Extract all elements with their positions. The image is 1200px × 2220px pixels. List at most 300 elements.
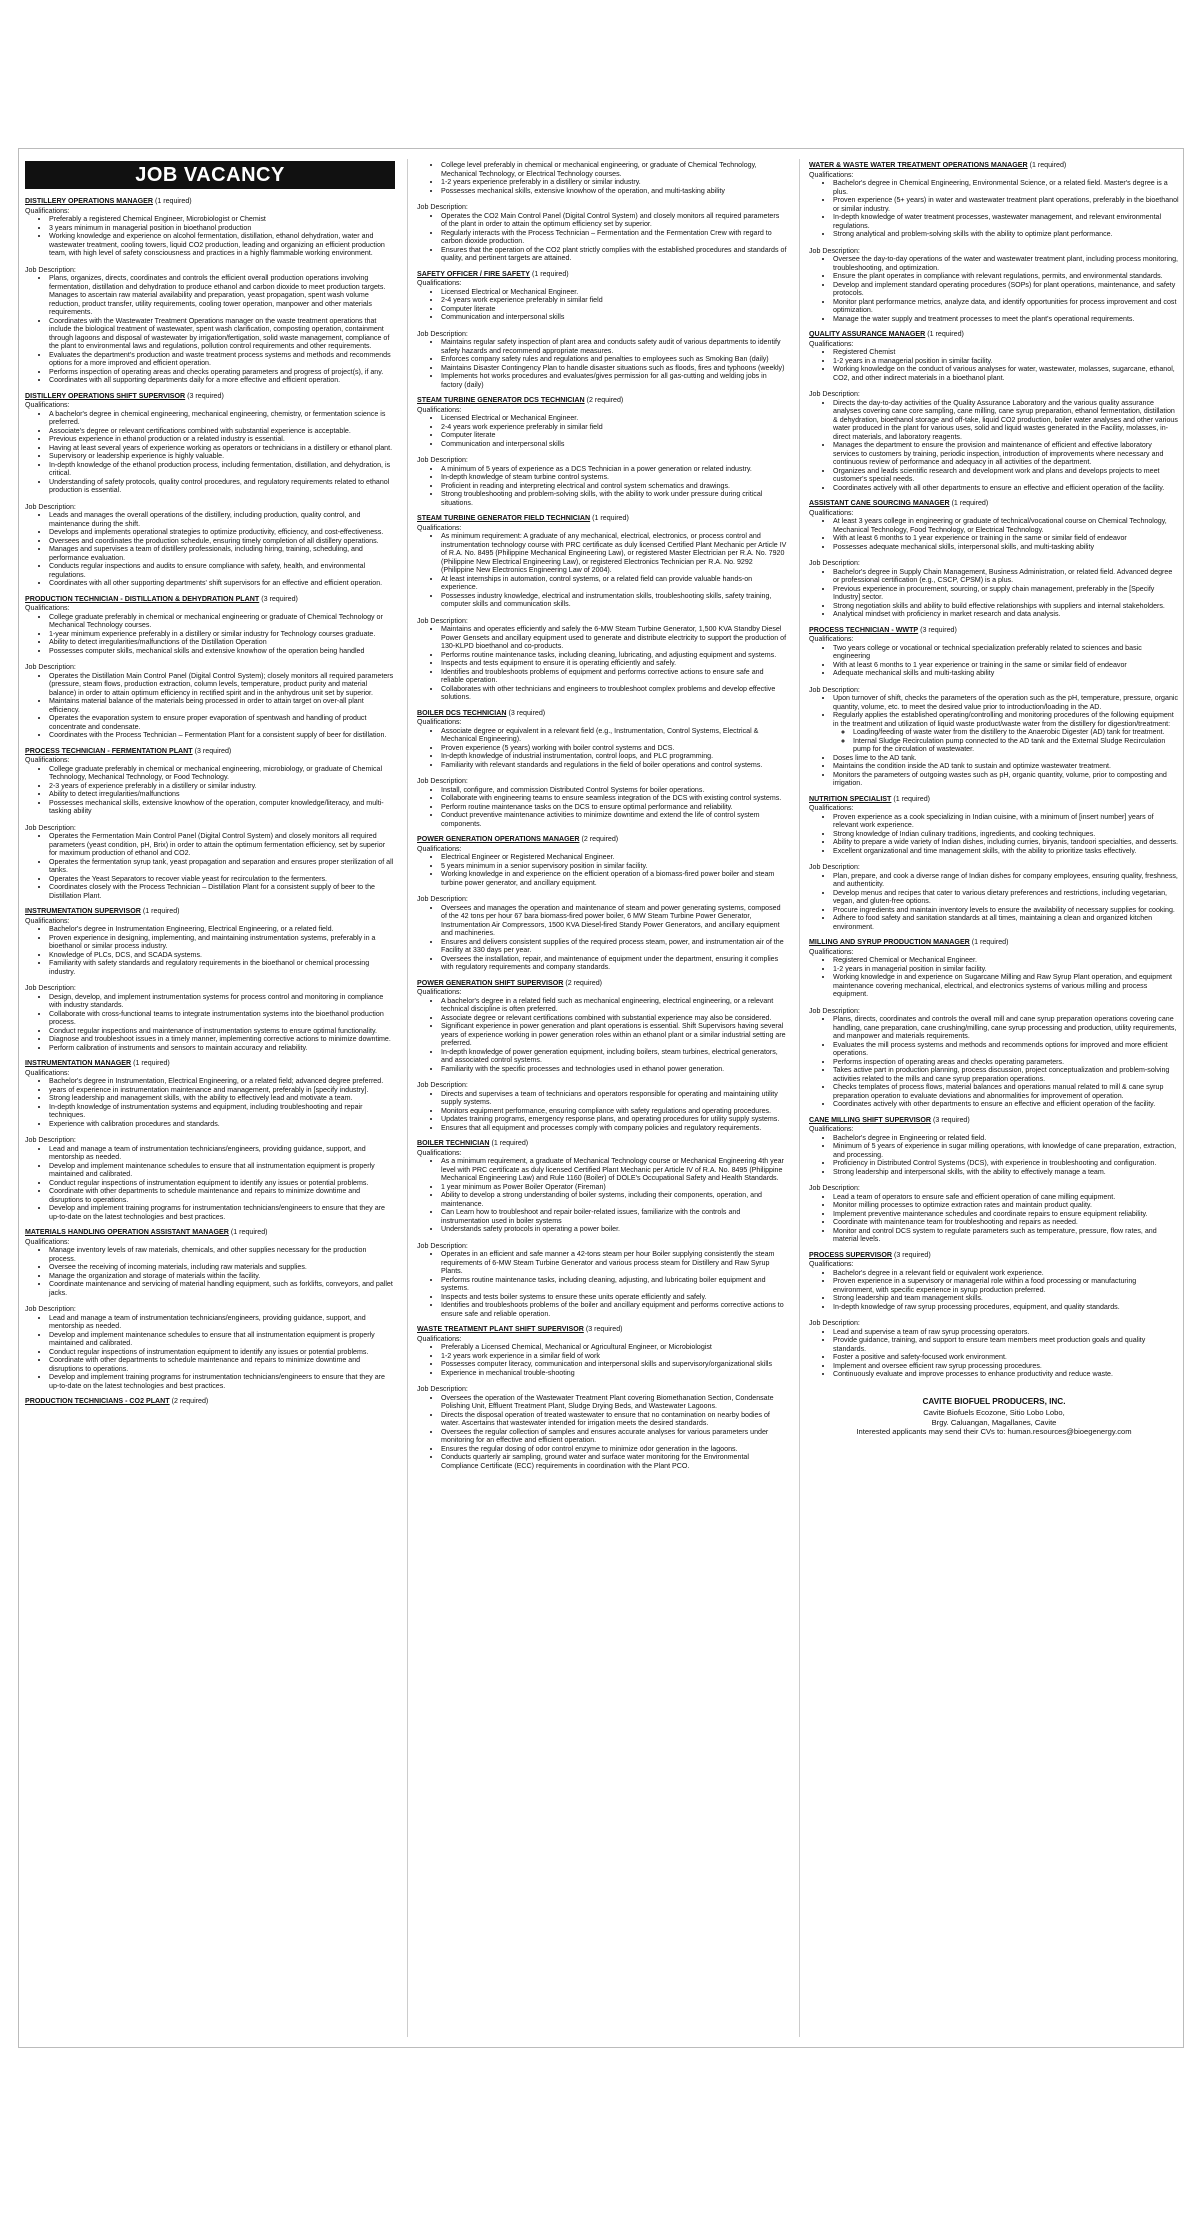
spacer [417, 322, 787, 329]
qualification-item: • At least 3 years college in engineering or graduate of technical/vocational course on Chemical Technology, Mechanical Technology, Food Technology, or Electrical Technology. [833, 517, 1179, 534]
qualification-item: • With at least 6 months to 1 year experience or training in the same or similar field of endeavor [833, 661, 1179, 670]
job-description-item: • Operates the Distillation Main Control Panel (Digital Control System); closely monitors all required parameters (pressure, steam flows, production extraction, column levels, temperature, product purity and material balance) in order to attain optimum efficiency in rectified spirit and in the anhydrous unit set by superior. [49, 672, 395, 698]
qualification-item: • As a minimum requirement, a graduate of Mechanical Technology course or Mechanical Engineering 4th year level with PRC certificate as duly licensed Certified Plant Mechanic per Article IV of R.A. No. 8495 (Philippine Mechanical Engineering Law) and Rule 1160 (Boiler) of DOLE's Occupational Safety and Health Standards. [441, 1157, 787, 1183]
job-heading [417, 709, 787, 718]
job-description-item: • Develop and implement standard operating procedures (SOPs) for plant operations, maintenance, and safety protocols. [833, 281, 1179, 298]
job-description-item: • Bachelor's degree in Supply Chain Management, Business Administration, or related field. Advanced degree or professional certification (e.g., CSCP, CPSM) is a plus. [833, 568, 1179, 585]
spacer [417, 887, 787, 894]
job-heading [809, 161, 1179, 170]
job-title: INSTRUMENTATION MANAGER [25, 1059, 132, 1067]
job-description-item: • Performs inspection of operating areas and checks operating parameters. [833, 1058, 1179, 1067]
spacer [809, 678, 1179, 685]
job-description-item: • Implement and oversee efficient raw syrup processing procedures. [833, 1362, 1179, 1371]
required-count: (3 required) [261, 594, 298, 603]
job-description-item: • Collaborates with other technicians and engineers to troubleshoot complex problems and develop effective solutions. [441, 685, 787, 702]
job-posting [417, 835, 787, 972]
job-description-item: • Operates in an efficient and safe manner a 42-tons steam per hour Boiler supplying consistently the steam requirements of 6-MW Steam Turbine Generator and various process steam for Distillery and Raw Syrup Plants. [441, 1250, 787, 1276]
job-description-item: • Strong troubleshooting and problem-solving skills, with the ability to work under pressure during critical situations. [441, 490, 787, 507]
qualification-item: • Having at least several years of experience working as operators or technicians in a distillery or ethanol plant. [49, 444, 395, 453]
job-heading [417, 835, 787, 844]
qualification-item: • A bachelor's degree in chemical engineering, mechanical engineering, chemistry, or fermentation science is preferred. [49, 410, 395, 427]
required-count: (1 required) [592, 514, 629, 522]
qualifications-label: Qualifications: [809, 1260, 854, 1268]
qualification-item: • A bachelor's degree in a related field such as mechanical engineering, electrical engineering, or a relevant technical discipline is often preferred. [441, 997, 787, 1014]
job-description-item: • Manages the department to ensure the provision and maintenance of efficient and effective laboratory services to customers by training, periodic inspection, introduction of improvements where necessary and continuous review of performance and adequacy in all activities of the department. [833, 441, 1179, 467]
job-description-item: • Develop menus and recipes that cater to various dietary preferences and restrictions, including vegetarian, vegan, and gluten-free options. [833, 889, 1179, 906]
job-description-item: • Operates the Fermentation Main Control Panel (Digital Control System) and closely monitors all required parameters (yeast condition, pH, Brix) in order to attain the optimum fermentation efficiency, set by superior for maximum production of ethanol and CO2. [49, 832, 395, 858]
job-description-item: • Conducts quarterly air sampling, ground water and surface water monitoring for the Environmental Compliance Certificate (ECC) requirements in coordination with the Plant PCO. [441, 1453, 787, 1470]
job-description-item: • A minimum of 5 years of experience as a DCS Technician in a power generation or related industry. [441, 465, 787, 474]
job-description-item: • Adhere to food safety and sanitation standards at all times, maintaining a clean and organized kitchen environment. [833, 914, 1179, 931]
job-description-item: • Analytical mindset with proficiency in market research and data analysis. [833, 610, 1179, 619]
job-description-item: • Conducts regular inspections and audits to ensure compliance with safety, health, and environmental regulations. [49, 562, 395, 579]
job-title: DISTILLERY OPERATIONS SHIFT SUPERVISOR [25, 391, 186, 400]
job-description-item: • Install, configure, and commission Distributed Control Systems for boiler operations. [441, 786, 787, 795]
job-posting [417, 709, 787, 829]
job-description-item: • Oversees and coordinates the production schedule, ensuring timely completion of all distillery operations. [49, 537, 395, 546]
job-description-list [809, 255, 1179, 323]
qualification-item: • College level preferably in chemical or mechanical engineering, or graduate of Chemical Technology, Mechanical Technology, or Electrical Technology courses. [441, 161, 787, 178]
qualification-item: • Strong leadership and interpersonal skills, with the ability to effectively manage a team. [833, 1168, 1179, 1177]
job-description-list [417, 1250, 787, 1318]
qualification-item: • 2-4 years work experience preferably in similar field [441, 296, 787, 305]
required-count: (1 required) [893, 794, 931, 803]
required-count: (3 required) [508, 708, 546, 717]
job-description-item: • Conduct regular inspections of instrumentation equipment to identify any issues or potential problems. [49, 1179, 395, 1188]
job-description-label: Job Description: [25, 1305, 76, 1313]
job-description-list [25, 672, 395, 740]
job-description-item: • Coordinate with other departments to schedule maintenance and repairs to minimize downtime and disruptions to operations. [49, 1187, 395, 1204]
qualification-item: • years of experience in instrumentation maintenance and management, preferably in [specify industry]. [49, 1086, 395, 1095]
job-description-item: • Implement preventive maintenance schedules and coordinate repairs to ensure equipment reliability. [833, 1210, 1179, 1219]
qualification-item: • Working knowledge in and experience on the efficient operation of a biomass-fired power boiler and steam turbine power generator, and ancillary equipment. [441, 870, 787, 887]
job-description-item: • Monitors the parameters of outgoing wastes such as pH, organic quantity, volume, prior to composting and irrigation. [833, 771, 1179, 788]
job-description-list [809, 872, 1179, 932]
job-description-item: • Operates the fermentation syrup tank, yeast propagation and separation and ensures proper sterilization of all tanks. [49, 858, 395, 875]
job-posting [25, 197, 395, 385]
job-title: BOILER TECHNICIAN [417, 1139, 490, 1147]
spacer [417, 448, 787, 455]
qualification-item: • In-depth knowledge of instrumentation systems and equipment, including troubleshooting and repair techniques. [49, 1103, 395, 1120]
qualifications-list [25, 410, 395, 495]
qualification-item: • Adequate mechanical skills and multi-tasking ability [833, 669, 1179, 678]
qualifications-list [417, 161, 787, 195]
job-title: DISTILLERY OPERATIONS MANAGER [25, 197, 153, 205]
job-description-item: • Doses lime to the AD tank. [833, 754, 1179, 763]
job-description-item: • Ensure the plant operates in compliance with relevant regulations, permits, and environmental standards. [833, 272, 1179, 281]
job-description-label: Job Description: [417, 895, 468, 903]
job-posting [417, 1325, 787, 1470]
job-title: INSTRUMENTATION SUPERVISOR [25, 907, 141, 915]
job-description-label: Job Description: [417, 203, 468, 211]
job-heading [809, 626, 1179, 635]
qualification-item: • Oversee the receiving of incoming materials, including raw materials and supplies. [49, 1263, 395, 1272]
job-description-list [417, 1394, 787, 1471]
job-description-item: • Plans, directs, coordinates and controls the overall mill and cane syrup preparation operations covering cane handling, cane preparation, cane crushing/milling, cane syrup processing and production, utility requirements, and manpower and materials requirements. [833, 1015, 1179, 1041]
required-count: (2 required) [171, 1397, 209, 1405]
job-description-item: • Foster a positive and safety-focused work environment. [833, 1353, 1179, 1362]
job-description-item: • Performs routine maintenance tasks, including cleaning, lubricating, and adjusting equipment and systems. [441, 651, 787, 660]
job-description-list [417, 1090, 787, 1133]
job-description-item: • Procure ingredients and maintain inventory levels to ensure the availability of necessary supplies for cooking. [833, 906, 1179, 915]
qualification-item: • Proven experience in designing, implementing, and maintaining instrumentation systems, preferably in a bioethanol or similar process industry. [49, 934, 395, 951]
job-description-label: Job Description: [417, 1081, 468, 1089]
qualification-item: • Ability to detect irregularities/malfunctions [49, 790, 395, 799]
job-description-subitem: ◦ Internal Sludge Recirculation pump connected to the AD tank and the External Sludge Recirculation pump for the circulation of wastewater. [853, 737, 1179, 754]
spacer [809, 239, 1179, 246]
qualification-item: • Bachelor's degree in Engineering or related field. [833, 1134, 1179, 1143]
spacer [417, 1234, 787, 1241]
qualification-item: • Familiarity with relevant standards and regulations in the field of boiler operations and control systems. [441, 761, 787, 770]
required-count: (1 required) [531, 269, 569, 278]
job-title: PROCESS TECHNICIAN - FERMENTATION PLANT [25, 746, 193, 755]
spacer [417, 769, 787, 776]
qualifications-list [809, 1134, 1179, 1177]
qualification-item: • Manage inventory levels of raw materials, chemicals, and other supplies necessary for the production process. [49, 1246, 395, 1263]
qualification-item: • Strong knowledge of Indian culinary traditions, ingredients, and cooking techniques. [833, 830, 1179, 839]
job-description-sublist [833, 728, 1179, 754]
job-heading [809, 499, 1179, 508]
job-description-label: Job Description: [25, 265, 76, 274]
job-posting [25, 747, 395, 901]
job-heading [809, 795, 1179, 804]
job-description-item: • Leads and manages the overall operations of the distillery, including production, quality control, and maintenance during the shift. [49, 511, 395, 528]
qualification-item: • College graduate preferably in chemical or mechanical engineering or graduate of Chemical Technology or Mechanical Technology courses. [49, 613, 395, 630]
required-count: (1 required) [951, 499, 989, 507]
qualifications-list [417, 997, 787, 1074]
qualifications-list [25, 215, 395, 258]
job-description-item: • Inspects and tests boiler systems to ensure these units operate efficiently and safely. [441, 1293, 787, 1302]
column-2 [417, 161, 787, 1477]
qualifications-list [417, 414, 787, 448]
qualification-item: • Two years college or vocational or technical specialization preferably related to sciences and basic engineering [833, 644, 1179, 661]
qualifications-list [809, 517, 1179, 551]
job-title: WATER & WASTE WATER TREATMENT OPERATIONS MANAGER [809, 161, 1028, 169]
job-description-list [25, 1314, 395, 1391]
qualifications-label: Qualifications: [809, 947, 854, 956]
qualifications-label: Qualifications: [25, 401, 70, 409]
spacer [809, 382, 1179, 389]
qualifications-list [25, 925, 395, 976]
qualification-item: • Electrical Engineer or Registered Mechanical Engineer. [441, 853, 787, 862]
qualification-item: • 1-2 years experience preferably in a distillery or similar industry. [441, 178, 787, 187]
job-description-label: Job Description: [25, 1136, 76, 1144]
job-description-item: • Operates the Yeast Separators to recover viable yeast for recirculation to the fermenters. [49, 875, 395, 884]
qualification-item: • Working knowledge in and experience on Sugarcane Milling and Raw Syrup Plant operation, and equipment maintenance covering mechanical, electrical, and electronics systems of various milling and process equipment. [833, 973, 1179, 999]
spacer [417, 1377, 787, 1384]
qualification-item: • Understands safety protocols in operating a power boiler. [441, 1225, 787, 1234]
qualifications-label: Qualifications: [417, 718, 462, 726]
qualification-item: • Excellent organizational and time management skills, with the ability to prioritize tasks effectively. [833, 847, 1179, 856]
required-count: (1 required) [142, 907, 180, 915]
qualification-item: • In-depth knowledge of water treatment processes, wastewater management, and relevant environmental regulations. [833, 213, 1179, 230]
qualification-item: • 5 years minimum in a senior supervisory position in similar facility. [441, 862, 787, 871]
job-description-item: • Develop and implement training programs for instrumentation technicians/engineers to ensure that they are up-to-date on the latest technologies and best practices. [49, 1373, 395, 1390]
job-title: POWER GENERATION OPERATIONS MANAGER [417, 835, 580, 843]
page-title: JOB VACANCY [25, 161, 395, 189]
column-divider [407, 159, 408, 2037]
qualifications-label: Qualifications: [417, 1334, 462, 1343]
qualifications-list [417, 727, 787, 770]
job-title: MILLING AND SYRUP PRODUCTION MANAGER [809, 938, 970, 946]
required-count: (3 required) [187, 391, 224, 400]
job-description-item: • Diagnose and troubleshoot issues in a timely manner, implementing corrective actions to minimize downtime. [49, 1035, 395, 1044]
job-posting [25, 907, 395, 1052]
qualification-item: • 1 year minimum as Power Boiler Operator (Fireman) [441, 1183, 787, 1192]
qualification-item: • At least internships in automation, control systems, or a related field can provide valuable hands-on experience. [441, 575, 787, 592]
job-title: WASTE TREATMENT PLANT SHIFT SUPERVISOR [417, 1325, 584, 1333]
job-description-item: • Coordinates with the Wastewater Treatment Operations manager on the waste treatment operations that include the biological treatment of wastewater, spent wash clarification, composting operation, containment through lagoons and disposal of wastewater by irrigation/fertigation, solid waste management, compliance of the plant to environmental laws and regulations, pollution control requirements and other requirements. [49, 317, 395, 351]
required-count: (3 required) [933, 1115, 970, 1124]
qualification-item: • 1-2 years in managerial position in similar facility. [833, 965, 1179, 974]
job-description-item: • Collaborate with cross-functional teams to integrate instrumentation systems into the bioethanol production process. [49, 1010, 395, 1027]
job-description-item: • Ensures that the operation of the CO2 plant strictly complies with the established procedures and standards of quality, and pertinent targets are attained. [441, 246, 787, 263]
qualification-item: • Experience with calibration procedures and standards. [49, 1120, 395, 1129]
qualification-item: • Possesses industry knowledge, electrical and instrumentation skills, troubleshooting skills, safety training, computer skills and communication skills. [441, 592, 787, 609]
job-description-item: • Maintains the condition inside the AD tank to sustain and optimize wastewater treatment. [833, 762, 1179, 771]
qualifications-label: Qualifications: [417, 279, 462, 287]
job-posting [417, 979, 787, 1133]
job-title: STEAM TURBINE GENERATOR FIELD TECHNICIAN [417, 514, 591, 522]
qualifications-label: Qualifications: [417, 988, 462, 996]
job-description-list [809, 1328, 1179, 1379]
qualifications-label: Qualifications: [417, 1148, 462, 1157]
qualifications-label: Qualifications: [809, 339, 854, 348]
job-description-label: Job Description: [809, 559, 860, 567]
qualification-item: • Familiarity with safety standards and regulatory requirements in the bioethanol or chemical processing industry. [49, 959, 395, 976]
job-description-item: • Performs routine maintenance tasks, including cleaning, adjusting, and lubricating boiler equipment and systems. [441, 1276, 787, 1293]
job-description-label: Job Description: [809, 390, 860, 398]
job-description-item: • Takes active part in production planning, process discussion, project conceptualization and problem-solving activities related to the mills and cane syrup preparation operations. [833, 1066, 1179, 1083]
qualification-item: • Possesses computer skills, mechanical skills and extensive knowhow of the operation being handled [49, 647, 395, 656]
job-description-item: • Maintains material balance of the materials being processed in order to attain target on over-all plant efficiency. [49, 697, 395, 714]
job-heading [417, 1325, 787, 1334]
job-description-item: • Identifies and troubleshoots problems of the boiler and ancillary equipment and performs corrective actions to ensure safe and reliable operation. [441, 1301, 787, 1318]
qualifications-label: Qualifications: [809, 508, 854, 517]
spacer [25, 495, 395, 502]
job-description-item: • Oversee the day-to-day operations of the water and wastewater treatment plant, including process monitoring, troubleshooting, and optimization. [833, 255, 1179, 272]
qualification-item: • Preferably a Licensed Chemical, Mechanical or Agricultural Engineer, or Microbiologist [441, 1343, 787, 1352]
qualification-item: • Ability to develop a strong understanding of boiler systems, including their components, operation, and maintenance. [441, 1191, 787, 1208]
qualification-item: • In-depth knowledge of industrial instrumentation, control loops, and PLC programming. [441, 752, 787, 761]
qualification-item: • Associate degree or relevant certifications combined with substantial experience may also be considered. [441, 1014, 787, 1023]
job-description-item: • Identifies and troubleshoots problems of equipment and performs corrective actions to ensure safe and reliable operation. [441, 668, 787, 685]
job-description-item: • Plan, prepare, and cook a diverse range of Indian dishes for company employees, ensuring quality, freshness, and authenticity. [833, 872, 1179, 889]
job-description-item: • Develop and implement maintenance schedules to ensure that all instrumentation equipment is properly maintained and calibrated. [49, 1162, 395, 1179]
job-description-item: • Perform routine maintenance tasks on the DCS to ensure optimal performance and reliability. [441, 803, 787, 812]
job-title: NUTRITION SPECIALIST [809, 794, 892, 803]
qualification-item: • Computer literate [441, 431, 787, 440]
job-description-list [25, 993, 395, 1053]
job-posting [809, 1251, 1179, 1379]
job-description-list [25, 511, 395, 588]
job-description-list [417, 338, 787, 389]
qualifications-label: Qualifications: [417, 405, 462, 414]
job-description-item: • Conduct preventive maintenance activities to minimize downtime and extend the life of control system components. [441, 811, 787, 828]
job-heading [417, 396, 787, 405]
column-3 [809, 161, 1179, 1437]
job-description-label: Job Description: [25, 823, 76, 832]
job-description-item: • Operates the evaporation system to ensure proper evaporation of spentwash and handling of product concentrate and condensate. [49, 714, 395, 731]
job-posting [809, 330, 1179, 492]
qualification-item: • Proven experience in a supervisory or managerial role within a food processing or manufacturing environment, with specific experience in syrup production preferred. [833, 1277, 1179, 1294]
job-description-item: • Coordinates with the Process Technician – Fermentation Plant for a consistent supply of beer for distillation. [49, 731, 395, 740]
required-count: (1 required) [491, 1139, 529, 1147]
spacer [417, 1073, 787, 1080]
job-description-item: • Monitor milling processes to optimize extraction rates and maintain product quality. [833, 1201, 1179, 1210]
qualifications-label: Qualifications: [809, 170, 854, 179]
job-description-item: • Provide guidance, training, and support to ensure team members meet production goals and quality standards. [833, 1336, 1179, 1353]
job-heading [417, 979, 787, 988]
required-count: (2 required) [581, 835, 619, 843]
job-description-label: Job Description: [809, 1184, 860, 1192]
job-title: PRODUCTION TECHNICIANS - CO2 PLANT [25, 1397, 170, 1405]
job-title: STEAM TURBINE GENERATOR DCS TECHNICIAN [417, 396, 585, 404]
qualifications-label: Qualifications: [25, 604, 70, 612]
job-description-item: • Manage the water supply and treatment processes to meet the plant's operational requirements. [833, 315, 1179, 324]
job-description-list [25, 1145, 395, 1222]
column-divider [799, 159, 800, 2037]
qualification-item: • Communication and interpersonal skills [441, 313, 787, 322]
job-description-item: • Ensures that all equipment and processes comply with company policies and regulatory requirements. [441, 1124, 787, 1133]
job-description-label: Job Description: [417, 616, 468, 625]
spacer [809, 855, 1179, 862]
job-description-item: • Conduct regular inspections of instrumentation equipment to identify any issues or potential problems. [49, 1348, 395, 1357]
column-1 [25, 161, 395, 1413]
qualification-item: • Ability to prepare a wide variety of Indian dishes, including curries, biryanis, tandoori specialties, and desserts. [833, 838, 1179, 847]
qualifications-label: Qualifications: [25, 1068, 70, 1077]
spacer [25, 1128, 395, 1135]
job-description-list [809, 399, 1179, 493]
job-description-list [417, 786, 787, 829]
qualifications-list [809, 813, 1179, 856]
spacer [25, 258, 395, 265]
job-heading [25, 907, 395, 916]
job-description-item: • Regularly interacts with the Process Technician – Fermentation and the Fermentation Crew with regard to carbon dioxide production. [441, 229, 787, 246]
qualification-item: • 2-3 years of experience preferably in a distillery or similar industry. [49, 782, 395, 791]
qualifications-list [809, 348, 1179, 382]
qualification-item: • Ability to detect irregularities/malfunctions of the Distillation Operation [49, 638, 395, 647]
company-address-line: Brgy. Caluangan, Magallanes, Cavite [931, 1417, 1057, 1427]
qualification-item: • As minimum requirement: A graduate of any mechanical, electrical, electronics, or process control and instrumentation technology course with PRC certificate as duly licensed Certified Plant Mechanic per Article IV of R.A. No. 8495 (Philippine Mechanical Engineering Law), or registered Master Electrician per R.A. No. 7920 (Philippine New Electrical Engineering Law), or registered Electronics Technician per R.A. No. 9292 (Philippine New Electronics Engineering Law of 2004). [441, 532, 787, 575]
qualification-item: • Communication and interpersonal skills [441, 440, 787, 449]
job-description-item: • Directs and supervises a team of technicians and operators responsible for operating and maintaining utility supply systems. [441, 1090, 787, 1107]
job-heading [809, 1116, 1179, 1125]
job-posting [809, 795, 1179, 932]
qualification-item: • In-depth knowledge of power generation equipment, including boilers, steam turbines, electrical generators, and associated control systems. [441, 1048, 787, 1065]
qualifications-label: Qualifications: [417, 844, 462, 853]
job-description-label: Job Description: [417, 456, 468, 464]
job-description-list [417, 465, 787, 508]
qualification-item: • Minimum of 5 years of experience in sugar milling operations, with knowledge of cane preparation, extraction, and processing. [833, 1142, 1179, 1159]
job-heading [417, 270, 787, 279]
job-posting [417, 1139, 787, 1318]
job-description-item: • Lead and manage a team of instrumentation technicians/engineers, providing guidance, support, and mentorship as needed. [49, 1314, 395, 1331]
job-description-item: • Oversees and manages the operation and maintenance of steam and power generating systems, composed of the 42 tons per hour 67 bara biomass-fired power boiler, 6 MW Steam Turbine Power Generator, Instrumentation Air Compressors, 1500 KVA Diesel-fired Standy Power Generators, and ancillary equipment and machineries. [441, 904, 787, 938]
qualifications-list [809, 1269, 1179, 1312]
required-count: (3 required) [585, 1325, 623, 1333]
qualification-item: • Possesses mechanical skills, extensive knowhow of the operation, and multi-tasking ability [441, 187, 787, 196]
qualifications-label: Qualifications: [809, 804, 854, 812]
job-description-item: • Develop and implement training programs for instrumentation technicians/engineers to ensure that they are up-to-date on the latest technologies and best practices. [49, 1204, 395, 1221]
job-posting [25, 1397, 395, 1406]
qualification-item: • Strong leadership and team management skills. [833, 1294, 1179, 1303]
job-description-item: • Coordinates actively with all other departments to ensure an effective and efficient operation of the facility. [833, 484, 1179, 493]
job-description-subitem: ◦ Loading/feeding of waste water from the distillery to the Anaerobic Digester (AD) tank for treatment. [853, 728, 1179, 737]
job-description-item: • Operates the CO2 Main Control Panel (Digital Control System) and closely monitors all required parameters of the plant in order to attain the optimum efficiency set by superior. [441, 212, 787, 229]
qualifications-label: Qualifications: [809, 1125, 854, 1133]
qualification-item: • Computer literate [441, 305, 787, 314]
job-description-item: • Coordinate with maintenance team for troubleshooting and repairs as needed. [833, 1218, 1179, 1227]
qualification-item: • Significant experience in power generation and plant operations is essential. Shift Supervisors having several years of experience working in power generation roles within an ethanol plant or a similar industrial setting are preferred. [441, 1022, 787, 1048]
qualifications-list [25, 765, 395, 816]
job-description-item: • Previous experience in procurement, sourcing, or supply chain management, preferably in the [Specify Industry] sector. [833, 585, 1179, 602]
qualification-item: • Possesses adequate mechanical skills, interpersonal skills, and multi-tasking ability [833, 543, 1179, 552]
qualification-item: • 1-2 years in a managerial position in similar facility. [833, 357, 1179, 366]
job-description-list [417, 212, 787, 263]
company-name: CAVITE BIOFUEL PRODUCERS, INC. [922, 1396, 1066, 1406]
job-description-label: Job Description: [809, 685, 860, 694]
qualifications-label: Qualifications: [25, 756, 70, 764]
job-heading [25, 1228, 395, 1237]
qualification-item: • Associate degree or equivalent in a relevant field (e.g., Instrumentation, Control Systems, Electrical & Mechanical Engineering). [441, 727, 787, 744]
qualification-item: • Bachelor's degree in Instrumentation, Electrical Engineering, or a related field; advanced degree preferred. [49, 1077, 395, 1086]
qualification-item: • Licensed Electrical or Mechanical Engineer. [441, 288, 787, 297]
job-heading [25, 1059, 395, 1068]
job-description-item: • Proficient in reading and interpreting electrical and control system schematics and drawings. [441, 482, 787, 491]
job-description-item: • Directs the disposal operation of treated wastewater to ensure that no contamination on nearby bodies of water. Ascertains that wastewater intended for irrigation meets the desired standards. [441, 1411, 787, 1428]
job-description-item: • Upon turnover of shift, checks the parameters of the operation such as the pH, temperature, pressure, organic quantity, volume, etc. to meet the desired value prior to introduction/loading in the AD. [833, 694, 1179, 711]
job-heading [25, 1397, 395, 1406]
qualification-item: • In-depth knowledge of the ethanol production process, including fermentation, distillation, and dehydration, is critical. [49, 461, 395, 478]
qualification-item: • 1-2 years work experience in a similar field of work [441, 1352, 787, 1361]
qualifications-label: Qualifications: [25, 206, 70, 215]
qualifications-list [809, 644, 1179, 678]
job-description-item: • Monitors equipment performance, ensuring compliance with safety regulations and operating procedures. [441, 1107, 787, 1116]
job-posting [25, 595, 395, 740]
job-description-item: • Plans, organizes, directs, coordinates and controls the efficient overall production operations involving fermentation, distillation and dehydration to produce ethanol and carbon dioxide to meet production targets. Manages to ascertain raw material availability and preparation, yeast propagation, spent wash volume reduction, product transfer, utility requirements, cooling tower operation, manpower and other materials requirements. [49, 274, 395, 317]
qualification-item: • Registered Chemist [833, 348, 1179, 357]
job-title: PRODUCTION TECHNICIAN - DISTILLATION & DEHYDRATION PLANT [25, 594, 260, 603]
job-description-label: Job Description: [809, 863, 860, 871]
job-description-item: • Lead and supervise a team of raw syrup processing operators. [833, 1328, 1179, 1337]
job-posting [417, 161, 787, 263]
job-description-label: Job Description: [417, 1385, 468, 1393]
qualifications-list [809, 956, 1179, 999]
qualification-item: • Strong analytical and problem-solving skills with the ability to optimize plant performance. [833, 230, 1179, 239]
job-posting [809, 161, 1179, 323]
company-info [809, 1397, 1179, 1437]
required-count: (2 required) [565, 978, 603, 987]
job-description-item: • Develop and implement maintenance schedules to ensure that all instrumentation equipment is properly maintained and calibrated. [49, 1331, 395, 1348]
job-heading [809, 938, 1179, 947]
qualification-item: • Understanding of safety protocols, quality control procedures, and regulatory requirements related to ethanol production is essential. [49, 478, 395, 495]
qualification-item: • Previous experience in ethanol production or a related industry is essential. [49, 435, 395, 444]
job-heading [25, 392, 395, 401]
job-title: MATERIALS HANDLING OPERATION ASSISTANT MANAGER [25, 1228, 229, 1236]
job-vacancy-sheet [18, 148, 1184, 2048]
job-description-list [417, 625, 787, 702]
qualifications-list [25, 613, 395, 656]
qualification-item: • Preferably a registered Chemical Engineer, Microbiologist or Chemist [49, 215, 395, 224]
qualification-item: • Proven experience as a cook specializing in Indian cuisine, with a minimum of [insert number] years of relevant work experience. [833, 813, 1179, 830]
spacer [25, 816, 395, 823]
qualification-item: • Supervisory or leadership experience is highly valuable. [49, 452, 395, 461]
job-posting [25, 392, 395, 588]
job-heading [25, 197, 395, 206]
spacer [25, 976, 395, 983]
qualifications-list [809, 179, 1179, 239]
